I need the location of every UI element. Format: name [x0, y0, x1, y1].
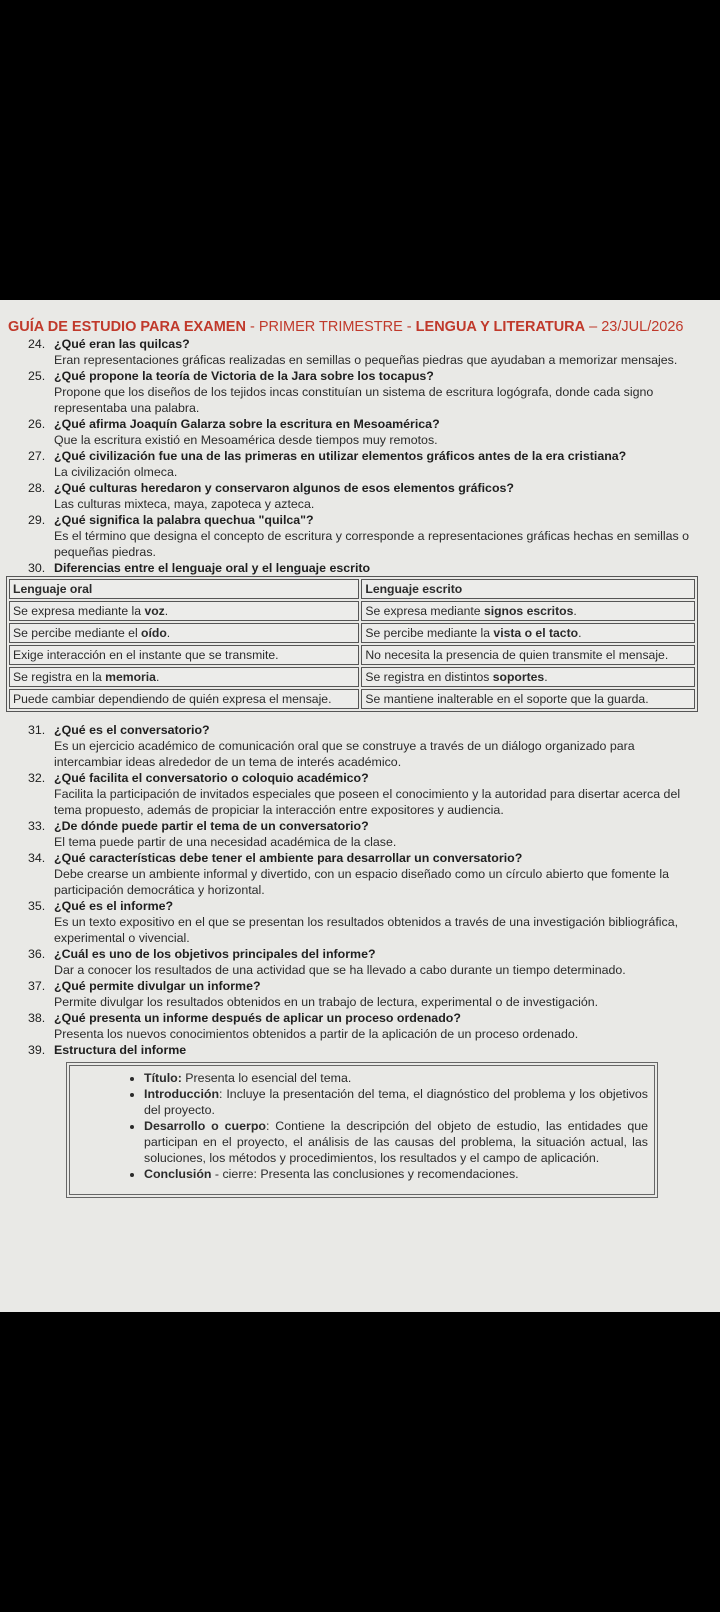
answer-text: Las culturas mixteca, maya, zapoteca y azteca.	[54, 497, 315, 511]
cell-written	[361, 689, 695, 709]
question-item	[28, 722, 714, 770]
question-number: 26.	[28, 417, 46, 431]
column-header-written: Lenguaje escrito	[361, 579, 695, 599]
cell-text: Se mantiene inalterable en el soporte que la guarda.	[365, 692, 649, 706]
question-heading	[28, 560, 714, 576]
question-item	[28, 336, 714, 368]
question-heading	[28, 512, 714, 528]
answer-text: Es un texto expositivo en el que se presentan los resultados obtenidos a través de una investigación bibliográfica, experimental o vivencial.	[54, 915, 679, 945]
question-text: ¿Qué culturas heredaron y conservaron algunos de esos elementos gráficos?	[54, 481, 514, 495]
question-text: Estructura del informe	[54, 1043, 187, 1057]
question-heading	[28, 416, 714, 432]
question-number: 32.	[28, 771, 46, 785]
question-item	[28, 560, 714, 576]
question-text: ¿Qué permite divulgar un informe?	[54, 979, 261, 993]
question-item	[28, 368, 714, 416]
cell-text: Se percibe mediante el	[13, 626, 142, 640]
question-number: 29.	[28, 513, 46, 527]
list-item	[144, 1086, 648, 1118]
answer-text: Facilita la participación de invitados especiales que poseen el conocimiento y la autoridad para disertar acerca del tema propuesto, además de propiciar la interacción entre expositores y audiencia.	[54, 787, 681, 817]
cell-written	[361, 623, 695, 643]
question-number: 25.	[28, 369, 46, 383]
answer-text: La civilización olmeca.	[54, 465, 178, 479]
question-item	[28, 770, 714, 818]
cell-text: Puede cambiar dependiendo de quién expresa el mensaje.	[13, 692, 332, 706]
list-item	[144, 1070, 648, 1086]
question-heading	[28, 1010, 714, 1026]
question-number: 35.	[28, 899, 46, 913]
cell-text: Se percibe mediante la	[365, 626, 494, 640]
question-text: ¿Qué facilita el conversatorio o coloquio académico?	[54, 771, 369, 785]
question-item	[28, 448, 714, 480]
cell-keyword: signos escritos	[483, 604, 574, 618]
question-text: ¿Qué afirma Joaquín Galarza sobre la escritura en Mesoamérica?	[54, 417, 440, 431]
question-item	[28, 850, 714, 898]
answer-text: Dar a conocer los resultados de una actividad que se ha llevado a cabo durante un tiempo determinado.	[54, 963, 626, 977]
cell-keyword: oído	[141, 626, 167, 640]
table-row	[9, 689, 695, 709]
list-item	[144, 1166, 648, 1182]
structure-description: : Incluye la presentación del tema, el diagnóstico del problema y los objetivos del proyecto.	[144, 1087, 648, 1117]
question-number: 28.	[28, 481, 46, 495]
cell-text: No necesita la presencia de quien transmite el mensaje.	[365, 648, 669, 662]
cell-oral	[9, 601, 359, 621]
question-text: ¿Qué propone la teoría de Victoria de la Jara sobre los tocapus?	[54, 369, 434, 383]
question-heading	[28, 946, 714, 962]
question-text: ¿Qué presenta un informe después de aplicar un proceso ordenado?	[54, 1011, 461, 1025]
cell-written	[361, 667, 695, 687]
structure-description: - cierre: Presenta las conclusiones y recomendaciones.	[211, 1167, 519, 1181]
answer-text: Eran representaciones gráficas realizadas en semillas o pequeñas piedras que ayudaban a memorizar mensajes.	[54, 353, 678, 367]
report-structure-box	[66, 1062, 658, 1198]
question-list-part2	[8, 722, 714, 1058]
question-list-part1	[8, 336, 714, 576]
question-text: ¿Qué características debe tener el ambiente para desarrollar un conversatorio?	[54, 851, 523, 865]
cell-keyword: voz	[144, 604, 165, 618]
question-number: 33.	[28, 819, 46, 833]
answer-text: Que la escritura existió en Mesoamérica desde tiempos muy remotos.	[54, 433, 438, 447]
question-number: 39.	[28, 1043, 46, 1057]
cell-text-end: .	[573, 604, 577, 618]
question-heading	[28, 1042, 714, 1058]
title-trimester: PRIMER TRIMESTRE	[258, 319, 403, 335]
question-item	[28, 480, 714, 512]
cell-text: Se registra en distintos	[365, 670, 493, 684]
list-item	[144, 1118, 648, 1166]
title-separator: -	[245, 319, 259, 335]
question-text: ¿De dónde puede partir el tema de un conversatorio?	[54, 819, 369, 833]
page-title	[8, 318, 714, 336]
question-item	[28, 946, 714, 978]
question-text: Diferencias entre el lenguaje oral y el lenguaje escrito	[54, 561, 371, 575]
structure-description: Presenta lo esencial del tema.	[181, 1071, 352, 1085]
question-number: 36.	[28, 947, 46, 961]
question-number: 34.	[28, 851, 46, 865]
question-number: 37.	[28, 979, 46, 993]
column-header-oral: Lenguaje oral	[9, 579, 359, 599]
cell-text: Se registra en la	[13, 670, 106, 684]
question-heading	[28, 722, 714, 738]
cell-oral	[9, 645, 359, 665]
cell-text-end: .	[155, 670, 160, 684]
question-item	[28, 1010, 714, 1042]
question-number: 38.	[28, 1011, 46, 1025]
answer-text: El tema puede partir de una necesidad académica de la clase.	[54, 835, 397, 849]
cell-text-end: .	[166, 626, 171, 640]
question-text: ¿Qué es el informe?	[54, 899, 174, 913]
answer-text: Debe crearse un ambiente informal y divertido, con un espacio diseñado como un círculo abierto que fomente la participación democrática y horizontal.	[54, 867, 670, 897]
question-heading	[28, 368, 714, 384]
title-subject: LENGUA Y LITERATURA	[415, 319, 586, 335]
table-row	[9, 623, 695, 643]
answer-text: Es un ejercicio académico de comunicación oral que se construye a través de un diálogo organizado para intercambiar ideas alrededor de un tema de interés académico.	[54, 739, 635, 769]
question-heading	[28, 850, 714, 866]
cell-oral	[9, 689, 359, 709]
question-text: ¿Qué es el conversatorio?	[54, 723, 210, 737]
structure-description: : Contiene la descripción del objeto de estudio, las entidades que participan en el proyecto, el análisis de las causas del problema, la situación actual, las soluciones, los métodos y procedimientos, los resultados y el campo de aplicación.	[144, 1119, 648, 1165]
title-separator: -	[402, 319, 416, 335]
table-header-row	[9, 579, 695, 599]
question-text: ¿Qué significa la palabra quechua "quilca"?	[54, 513, 314, 527]
structure-term: Introducción	[144, 1087, 220, 1101]
title-guide: GUÍA DE ESTUDIO PARA EXAMEN	[8, 319, 246, 335]
structure-term: Conclusión	[144, 1167, 212, 1181]
cell-keyword: soportes	[492, 670, 545, 684]
table-row	[9, 667, 695, 687]
cell-written	[361, 645, 695, 665]
question-item	[28, 1042, 714, 1058]
structure-term: Desarrollo o cuerpo	[144, 1119, 266, 1133]
comparison-table	[6, 576, 698, 712]
question-number: 30.	[28, 561, 46, 575]
report-structure-list	[80, 1070, 648, 1182]
question-heading	[28, 978, 714, 994]
question-text: ¿Cuál es uno de los objetivos principales del informe?	[54, 947, 376, 961]
table-row	[9, 645, 695, 665]
question-heading	[28, 818, 714, 834]
answer-text: Propone que los diseños de los tejidos incas constituían un sistema de escritura logógrafa, donde cada signo representaba una palabra.	[54, 385, 654, 415]
question-heading	[28, 770, 714, 786]
question-heading	[28, 898, 714, 914]
structure-term: Título:	[144, 1071, 182, 1085]
question-text: ¿Qué eran las quilcas?	[54, 337, 190, 351]
answer-text: Presenta los nuevos conocimientos obtenidos a partir de la aplicación de un proceso ordenado.	[54, 1027, 579, 1041]
table-row	[9, 601, 695, 621]
question-number: 27.	[28, 449, 46, 463]
study-guide-page	[0, 300, 720, 1312]
cell-text: Exige interacción en el instante que se transmite.	[13, 648, 279, 662]
question-heading	[28, 336, 714, 352]
cell-text-end: .	[578, 626, 582, 640]
cell-text: Se expresa mediante	[365, 604, 484, 618]
report-structure-inner	[69, 1065, 655, 1195]
cell-keyword: memoria	[105, 670, 156, 684]
cell-text: Se expresa mediante la	[13, 604, 145, 618]
question-item	[28, 512, 714, 560]
cell-text-end: .	[164, 604, 169, 618]
question-item	[28, 978, 714, 1010]
cell-written	[361, 601, 695, 621]
answer-text: Permite divulgar los resultados obtenidos en un trabajo de lectura, experimental o de investigación.	[54, 995, 599, 1009]
question-text: ¿Qué civilización fue una de las primeras en utilizar elementos gráficos antes de la era cristiana?	[54, 449, 627, 463]
question-item	[28, 416, 714, 448]
question-item	[28, 818, 714, 850]
cell-oral	[9, 623, 359, 643]
question-item	[28, 898, 714, 946]
title-date: – 23/JUL/2026	[585, 319, 684, 335]
question-number: 31.	[28, 723, 46, 737]
answer-text: Es el término que designa el concepto de escritura y corresponde a representaciones gráficas hechas en semillas o pequeñas piedras.	[54, 529, 690, 559]
question-number: 24.	[28, 337, 46, 351]
cell-text-end: .	[544, 670, 548, 684]
question-heading	[28, 448, 714, 464]
cell-oral	[9, 667, 359, 687]
question-heading	[28, 480, 714, 496]
cell-keyword: vista o el tacto	[493, 626, 579, 640]
